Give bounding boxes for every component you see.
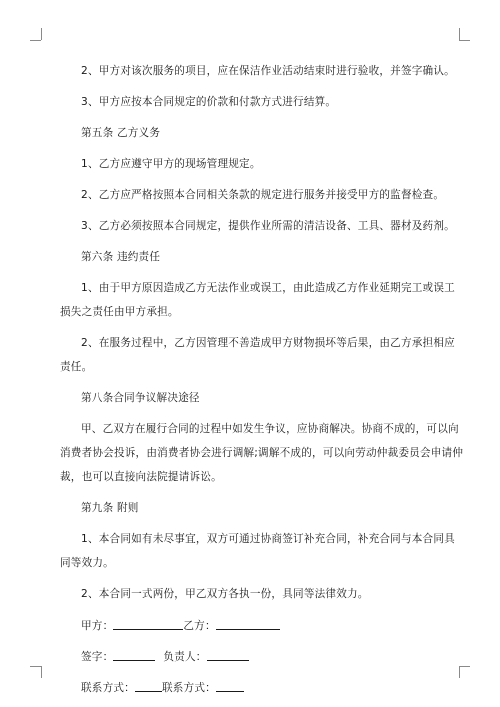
paragraph-party-a-fault-line1: 1、由于甲方原因造成乙方无法作业或误工，由此造成乙方作业延期完工或误工: [81, 282, 455, 294]
contact-b-label: 联系方式：: [161, 682, 216, 694]
party-b-label: 乙方：: [183, 620, 216, 632]
paragraph-party-b-fault-line1: 2、在服务过程中，乙方因管理不善造成甲方财物损坏等后果，由乙方承担相应: [81, 337, 455, 349]
crop-mark-bottom-right-h: [459, 666, 470, 667]
section-heading-article-6: 第六条 违约责任: [81, 251, 161, 263]
paragraph-party-b-fault-line2: 责任。: [60, 361, 93, 373]
paragraph-equipment: 3、乙方必须按照本合同规定，提供作业所需的清洁设备、工具、器材及药剂。: [81, 220, 455, 232]
paragraph-settlement: 3、甲方应按本合同规定的价款和付款方式进行结算。: [81, 96, 337, 108]
party-a-blank[interactable]: [113, 618, 183, 630]
responsible-blank[interactable]: [207, 649, 249, 661]
signature-row-parties: [81, 618, 280, 633]
paragraph-acceptance: 2、甲方对该次服务的项目，应在保洁作业活动结束时进行验收，并签字确认。: [81, 65, 455, 77]
crop-mark-top-right-v: [459, 28, 460, 40]
section-heading-article-9: 第九条 附则: [81, 502, 139, 514]
paragraph-supplement-line2: 同等效力。: [60, 557, 114, 569]
signature-row-contact: [81, 680, 244, 695]
party-b-blank[interactable]: [216, 618, 280, 630]
party-a-label: 甲方：: [81, 620, 114, 632]
contact-b-blank[interactable]: [216, 680, 244, 692]
signature-blank[interactable]: [113, 649, 155, 661]
crop-mark-bottom-left-v: [41, 666, 42, 678]
paragraph-copies: 2、本合同一式两份，甲乙双方各执一份，具同等法律效力。: [81, 588, 369, 600]
responsible-label: 负责人：: [163, 651, 207, 663]
signature-label: 签字：: [81, 651, 114, 663]
paragraph-supplement-line1: 1、本合同如有未尽事宜，双方可通过协商签订补充合同，补充合同与本合同具: [81, 533, 455, 545]
contact-a-blank[interactable]: [135, 680, 162, 692]
paragraph-dispute-line1: 甲、乙双方在履行合同的过程中如发生争议，应协商解决。协商不成的，可以向: [81, 423, 459, 435]
paragraph-party-a-fault-line2: 损失之责任由甲方承担。: [60, 306, 179, 318]
paragraph-supervision: 2、乙方应严格按照本合同相关条款的规定进行服务并接受甲方的监督检查。: [81, 189, 445, 201]
paragraph-site-rules: 1、乙方应遵守甲方的现场管理规定。: [81, 158, 261, 170]
contact-a-label: 联系方式：: [81, 682, 135, 694]
crop-mark-bottom-left-h: [30, 666, 41, 667]
crop-mark-top-left-v: [41, 28, 42, 40]
crop-mark-top-left-h: [30, 40, 41, 41]
paragraph-dispute-line2: 消费者协会投诉，由消费者协会进行调解;调解不成的，可以向劳动仲裁委员会申请仲: [60, 447, 464, 459]
crop-mark-top-right-h: [459, 40, 470, 41]
section-heading-article-8: 第八条合同争议解决途径: [81, 392, 200, 404]
signature-row-sign: [81, 649, 249, 664]
section-heading-article-5: 第五条 乙方义务: [81, 127, 161, 139]
paragraph-dispute-line3: 裁，也可以直接向法院提请诉讼。: [60, 471, 222, 483]
crop-mark-bottom-right-v: [459, 666, 460, 678]
